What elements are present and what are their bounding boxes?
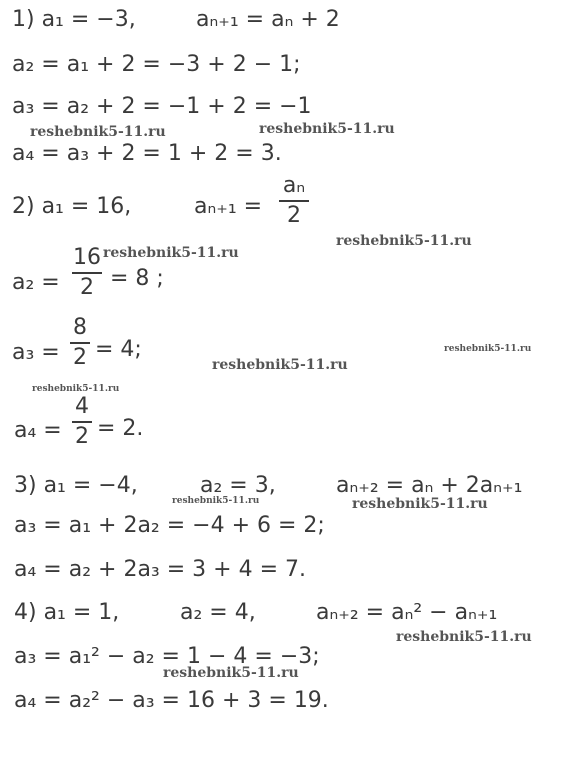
- fraction-bar: [279, 200, 309, 202]
- problem-4-rule: aₙ₊₂ = aₙ² − aₙ₊₁: [316, 600, 498, 625]
- problem-3-given: a₂ = 3,: [200, 473, 276, 498]
- fraction-bar: [72, 421, 92, 423]
- fraction-numerator: 16: [73, 245, 101, 270]
- watermark: reshebnik5-11.ru: [444, 344, 532, 354]
- problem-2-step-3-rhs: = 2.: [97, 416, 144, 441]
- problem-2-step-2-lhs: a₃ =: [12, 340, 60, 365]
- watermark: reshebnik5-11.ru: [172, 496, 260, 506]
- watermark: reshebnik5-11.ru: [30, 124, 166, 140]
- problem-2-step-1-fraction: [72, 246, 102, 300]
- problem-4-given: a₂ = 4,: [180, 600, 256, 625]
- watermark: reshebnik5-11.ru: [259, 121, 395, 137]
- problem-1-line-1: a₂ = a₁ + 2 = −3 + 2 − 1;: [12, 52, 301, 77]
- fraction-denominator: 2: [75, 423, 89, 449]
- problem-2-step-1-lhs: a₂ =: [12, 270, 60, 295]
- problem-1-line-3: a₄ = a₃ + 2 = 1 + 2 = 3.: [12, 141, 282, 166]
- problem-2-rule-lhs: aₙ₊₁ =: [194, 194, 263, 219]
- problem-2-step-3-fraction: [72, 395, 92, 449]
- watermark: reshebnik5-11.ru: [336, 233, 472, 249]
- problem-2-step-2-rhs: = 4;: [95, 337, 142, 362]
- watermark: reshebnik5-11.ru: [163, 665, 299, 681]
- fraction-numerator: 4: [75, 394, 89, 419]
- problem-2-rule-fraction: [279, 174, 309, 228]
- problem-1-rule: aₙ₊₁ = aₙ + 2: [196, 7, 340, 32]
- problem-4-line-1: a₃ = a₁² − a₂ = 1 − 4 = −3;: [14, 644, 320, 669]
- problem-4-line-2: a₄ = a₂² − a₃ = 16 + 3 = 19.: [14, 688, 329, 713]
- problem-2-step-1-rhs: = 8 ;: [110, 266, 164, 291]
- watermark: reshebnik5-11.ru: [103, 245, 239, 261]
- problem-2-step-3-lhs: a₄ =: [14, 418, 62, 443]
- watermark: reshebnik5-11.ru: [32, 384, 120, 394]
- fraction-numerator: aₙ: [282, 173, 306, 198]
- watermark: reshebnik5-11.ru: [212, 357, 348, 373]
- fraction-denominator: 2: [287, 202, 301, 228]
- watermark: reshebnik5-11.ru: [352, 496, 488, 512]
- problem-1-header: 1) a₁ = −3,: [12, 7, 136, 32]
- fraction-denominator: 2: [80, 274, 94, 300]
- problem-3-line-1: a₃ = a₁ + 2a₂ = −4 + 6 = 2;: [14, 513, 325, 538]
- fraction-bar: [70, 342, 90, 344]
- problem-2-header: 2) a₁ = 16,: [12, 194, 132, 219]
- problem-3-header: 3) a₁ = −4,: [14, 473, 138, 498]
- problem-3-line-2: a₄ = a₂ + 2a₃ = 3 + 4 = 7.: [14, 557, 306, 582]
- fraction-denominator: 2: [73, 344, 87, 370]
- fraction-bar: [72, 272, 102, 274]
- watermark: reshebnik5-11.ru: [396, 629, 532, 645]
- problem-1-line-2: a₃ = a₂ + 2 = −1 + 2 = −1: [12, 94, 312, 119]
- fraction-numerator: 8: [73, 315, 87, 340]
- problem-4-header: 4) a₁ = 1,: [14, 600, 120, 625]
- problem-2-step-2-fraction: [70, 316, 90, 370]
- problem-3-rule: aₙ₊₂ = aₙ + 2aₙ₊₁: [336, 473, 523, 498]
